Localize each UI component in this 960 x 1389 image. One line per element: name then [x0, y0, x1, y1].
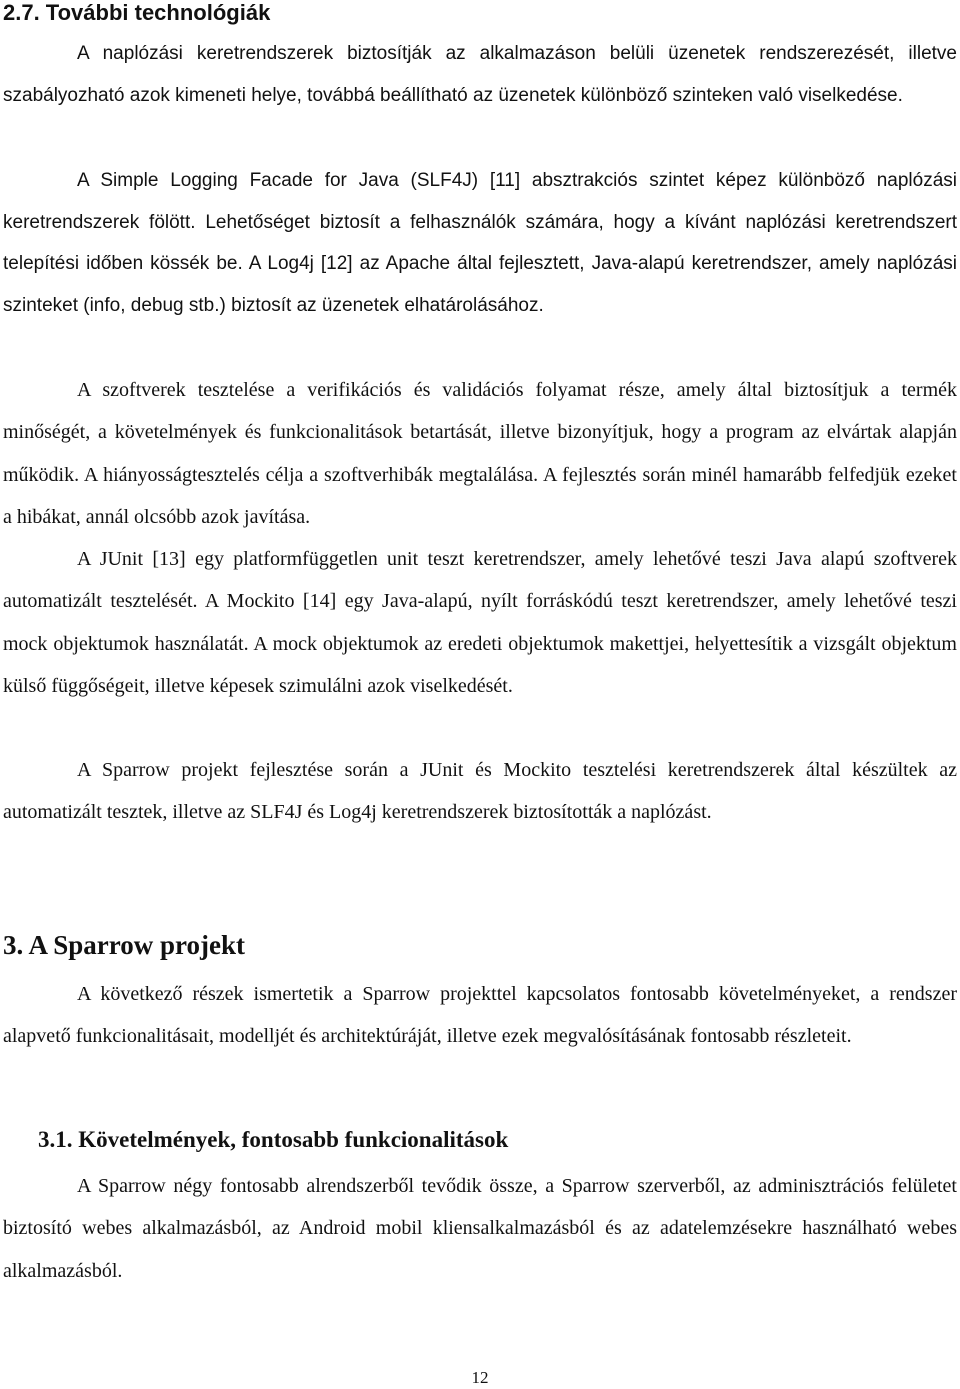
paragraph-junit-mockito: A JUnit [13] egy platformfüggetlen unit teszt keretrendszer, amely lehetővé teszi Java alapú szoftverek automatizált tesztelését. A Mockito [14] egy Java-alapú, nyílt forráskódú teszt keretrendszer, amely lehetővé teszi mock objektumok használatát. A mock objektumok az eredeti objektumok makettjei, helyettesítik a vizsgált objektum külső függőségeit, illetve képesek szimulálni azok viselkedését. [3, 548, 957, 698]
section-heading-2-7: 2.7. További technológiák [3, 0, 271, 25]
section-heading-3: 3. A Sparrow projekt [3, 930, 246, 960]
paragraph-slf4j-log4j: A Simple Logging Facade for Java (SLF4J) [11] absztrakciós szintet képez különböző naplózási keretrendszerek fölött. Lehetőséget biztosít a felhasználók számára, hogy a kívánt naplózási keretrendszert telepítési időben kössék be. A Log4j [12] az Apache által fejlesztett, Java-alapú keretrendszer, amely naplózási szinteket (info, debug stb.) biztosít az üzenetek elhatárolásához. [3, 170, 957, 316]
paragraph-logging-frameworks: A naplózási keretrendszerek biztosítják az alkalmazáson belüli üzenetek rendszerezését, illetve szabályozható azok kimeneti helye, továbbá beállítható az üzenetek különböző szinteken való viselkedése. [3, 43, 957, 106]
paragraph-software-testing: A szoftverek tesztelése a verifikációs és validációs folyamat része, amely által biztosítjuk a termék minőségét, a követelmények és funkcionalitások betartását, illetve bizonyítjuk, hogy a program az elvártak alapján működik. A hiányosságtesztelés célja a szoftverhibák megtalálása. A fejlesztés során minél hamarább felfedjük ezeket a hibákat, annál olcsóbb azok javítása. [3, 379, 957, 529]
section-heading-3-1: 3.1. Követelmények, fontosabb funkcionalitások [38, 1127, 509, 1152]
page-number: 12 [471, 1368, 489, 1387]
paragraph-sparrow-intro: A következő részek ismertetik a Sparrow projekttel kapcsolatos fontosabb követelményeket, a rendszer alapvető funkcionalitásait, modelljét és architektúráját, illetve ezek megvalósításának fontosabb részleteit. [3, 983, 957, 1048]
paragraph-sparrow-subsystems: A Sparrow négy fontosabb alrendszerből tevődik össze, a Sparrow szerverből, az adminisztrációs felületet biztosító webes alkalmazásból, az Android mobil kliensalkalmazásból és az adatelemzésekre használható webes alkalmazásból. [3, 1175, 957, 1282]
paragraph-sparrow-testing: A Sparrow projekt fejlesztése során a JUnit és Mockito tesztelési keretrendszerek által készültek az automatizált tesztek, illetve az SLF4J és Log4j keretrendszerek biztosították a naplózást. [3, 759, 957, 824]
